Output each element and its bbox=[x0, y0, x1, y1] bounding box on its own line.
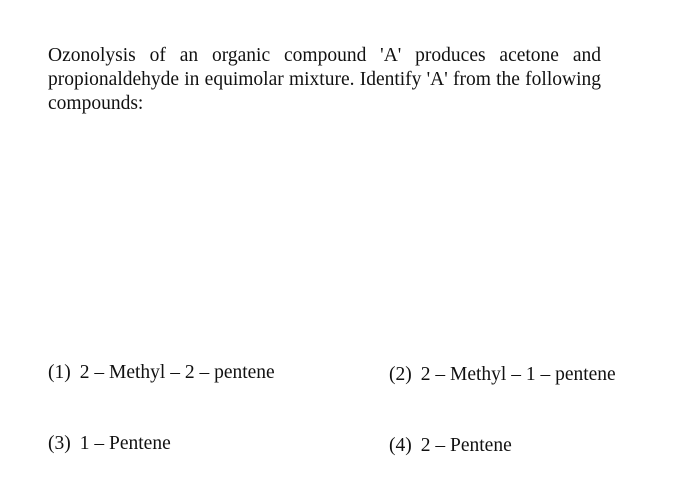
option-2-number: (2) bbox=[389, 364, 412, 385]
option-4 bbox=[389, 434, 512, 458]
option-3 bbox=[48, 432, 171, 456]
option-4-text: 2 – Pentene bbox=[420, 435, 512, 456]
option-2-text: 2 – Methyl – 1 – pentene bbox=[420, 364, 616, 385]
option-4-number: (4) bbox=[389, 435, 412, 456]
option-1-text: 2 – Methyl – 2 – pentene bbox=[79, 362, 275, 383]
question-text: Ozonolysis of an organic compound 'A' produces acetone and propionaldehyde in equimolar mixture. Identify 'A' from the following compounds: bbox=[48, 45, 601, 114]
option-2 bbox=[389, 363, 616, 387]
option-3-number: (3) bbox=[48, 433, 71, 454]
option-1-number: (1) bbox=[48, 362, 71, 383]
option-3-text: 1 – Pentene bbox=[79, 433, 171, 454]
option-1 bbox=[48, 361, 275, 385]
